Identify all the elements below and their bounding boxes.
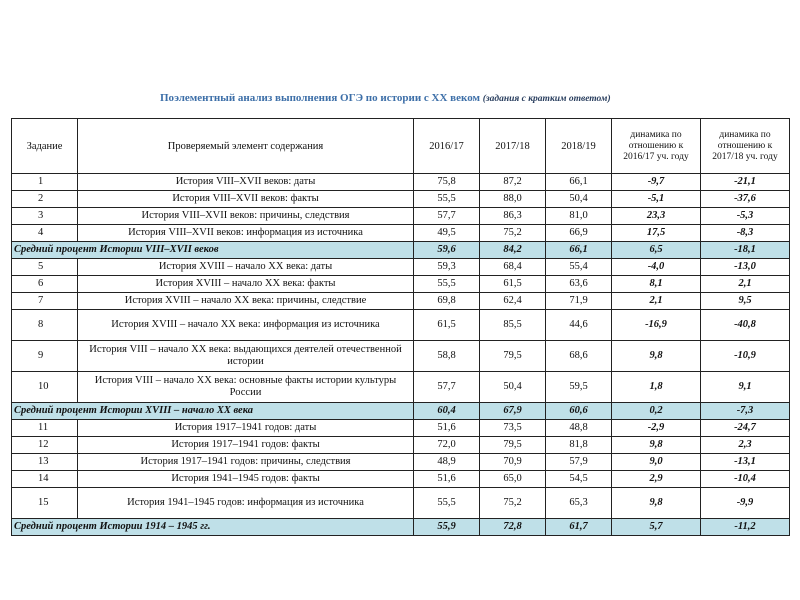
value-2016-17: 48,9 [414,454,480,471]
value-2018-19: 81,0 [546,208,612,225]
value-2016-17: 72,0 [414,437,480,454]
value-2018-19: 65,3 [546,488,612,519]
value-2018-19: 68,6 [546,341,612,372]
value-2016-17: 60,4 [414,403,480,420]
dynamics-vs-2016-17: -9,7 [612,174,701,191]
dynamics-vs-2016-17: 2,9 [612,471,701,488]
dynamics-vs-2016-17: 23,3 [612,208,701,225]
content-element: История 1917–1941 годов: даты [78,420,414,437]
dynamics-vs-2016-17: -4,0 [612,259,701,276]
dynamics-vs-2016-17: 5,7 [612,519,701,536]
dynamics-vs-2016-17: 1,8 [612,372,701,403]
header-element: Проверяемый элемент содержания [78,119,414,174]
table-row [12,488,790,519]
value-2017-18: 68,4 [480,259,546,276]
dynamics-vs-2016-17: 9,8 [612,437,701,454]
dynamics-vs-2017-18: -24,7 [701,420,790,437]
value-2016-17: 51,6 [414,420,480,437]
value-2017-18: 85,5 [480,310,546,341]
dynamics-vs-2016-17: 6,5 [612,242,701,259]
value-2018-19: 55,4 [546,259,612,276]
value-2017-18: 79,5 [480,437,546,454]
task-number: 7 [12,293,78,310]
value-2016-17: 61,5 [414,310,480,341]
value-2018-19: 44,6 [546,310,612,341]
value-2016-17: 59,3 [414,259,480,276]
title-text: Поэлементный анализ выполнения ОГЭ по истории с XX веком [160,92,480,104]
content-element: История VIII – начало XX века: выдающихся деятелей отечественной истории [78,341,414,372]
content-element: История 1941–1945 годов: факты [78,471,414,488]
table-row [12,259,790,276]
task-number: 10 [12,372,78,403]
dynamics-vs-2016-17: 9,0 [612,454,701,471]
table-row [12,191,790,208]
task-number: 9 [12,341,78,372]
value-2017-18: 61,5 [480,276,546,293]
task-number: 11 [12,420,78,437]
value-2018-19: 50,4 [546,191,612,208]
table-row [12,276,790,293]
value-2016-17: 55,9 [414,519,480,536]
header-task: Задание [12,119,78,174]
average-row [12,403,790,420]
value-2018-19: 60,6 [546,403,612,420]
value-2018-19: 81,8 [546,437,612,454]
content-element: История 1941–1945 годов: информация из источника [78,488,414,519]
value-2017-18: 75,2 [480,488,546,519]
value-2018-19: 71,9 [546,293,612,310]
header-year-2017: 2017/18 [480,119,546,174]
dynamics-vs-2017-18: 2,1 [701,276,790,293]
table-row [12,225,790,242]
title-subtitle: (задания с кратким ответом) [482,94,611,104]
value-2017-18: 73,5 [480,420,546,437]
header-row [12,119,790,174]
task-number: 14 [12,471,78,488]
task-number: 5 [12,259,78,276]
table-row [12,341,790,372]
dynamics-vs-2017-18: -5,3 [701,208,790,225]
average-row [12,519,790,536]
content-element: История VIII–XVII веков: даты [78,174,414,191]
dynamics-vs-2017-18: -10,4 [701,471,790,488]
task-number: 3 [12,208,78,225]
dynamics-vs-2017-18: 9,5 [701,293,790,310]
value-2016-17: 55,5 [414,276,480,293]
value-2017-18: 72,8 [480,519,546,536]
content-element: История VIII–XVII веков: информация из источника [78,225,414,242]
value-2017-18: 87,2 [480,174,546,191]
dynamics-vs-2016-17: -16,9 [612,310,701,341]
table-row [12,454,790,471]
table-row [12,293,790,310]
header-dynamics-2017: динамика по отношению к 2017/18 уч. году [701,119,790,174]
value-2018-19: 63,6 [546,276,612,293]
dynamics-vs-2016-17: 9,8 [612,341,701,372]
task-number: 12 [12,437,78,454]
dynamics-vs-2017-18: -7,3 [701,403,790,420]
dynamics-vs-2017-18: -10,9 [701,341,790,372]
table-row [12,174,790,191]
value-2016-17: 55,5 [414,191,480,208]
value-2018-19: 57,9 [546,454,612,471]
content-element: История VIII – начало XX века: основные факты истории культуры России [78,372,414,403]
task-number: 15 [12,488,78,519]
value-2018-19: 66,1 [546,174,612,191]
dynamics-vs-2017-18: -8,3 [701,225,790,242]
content-element: История XVIII – начало XX века: факты [78,276,414,293]
table-body [12,174,790,536]
value-2016-17: 51,6 [414,471,480,488]
value-2017-18: 84,2 [480,242,546,259]
value-2016-17: 58,8 [414,341,480,372]
table-row [12,437,790,454]
table-row [12,420,790,437]
content-element: История XVIII – начало XX века: причины, следствие [78,293,414,310]
dynamics-vs-2017-18: -9,9 [701,488,790,519]
value-2017-18: 62,4 [480,293,546,310]
value-2017-18: 88,0 [480,191,546,208]
content-element: История XVIII – начало XX века: информация из источника [78,310,414,341]
value-2016-17: 49,5 [414,225,480,242]
value-2018-19: 66,1 [546,242,612,259]
dynamics-vs-2016-17: 17,5 [612,225,701,242]
value-2017-18: 75,2 [480,225,546,242]
header-year-2016: 2016/17 [414,119,480,174]
table-row [12,208,790,225]
average-row [12,242,790,259]
dynamics-vs-2017-18: 2,3 [701,437,790,454]
average-label: Средний процент Истории XVIII – начало XX века [12,403,414,420]
value-2018-19: 54,5 [546,471,612,488]
dynamics-vs-2017-18: -11,2 [701,519,790,536]
content-element: История VIII–XVII веков: факты [78,191,414,208]
value-2017-18: 50,4 [480,372,546,403]
table-row [12,471,790,488]
document-title [160,92,760,104]
value-2018-19: 48,8 [546,420,612,437]
content-element: История 1917–1941 годов: причины, следствия [78,454,414,471]
value-2017-18: 67,9 [480,403,546,420]
average-label: Средний процент Истории VIII–XVII веков [12,242,414,259]
dynamics-vs-2016-17: 8,1 [612,276,701,293]
task-number: 8 [12,310,78,341]
dynamics-vs-2017-18: -37,6 [701,191,790,208]
dynamics-vs-2016-17: -2,9 [612,420,701,437]
value-2017-18: 86,3 [480,208,546,225]
table-row [12,310,790,341]
header-year-2018: 2018/19 [546,119,612,174]
content-element: История VIII–XVII веков: причины, следствия [78,208,414,225]
content-element: История 1917–1941 годов: факты [78,437,414,454]
task-number: 6 [12,276,78,293]
header-dynamics-2016: динамика по отношению к 2016/17 уч. году [612,119,701,174]
value-2018-19: 61,7 [546,519,612,536]
results-table [11,118,790,536]
task-number: 1 [12,174,78,191]
dynamics-vs-2017-18: -40,8 [701,310,790,341]
value-2016-17: 69,8 [414,293,480,310]
dynamics-vs-2017-18: -21,1 [701,174,790,191]
average-label: Средний процент Истории 1914 – 1945 гг. [12,519,414,536]
value-2017-18: 70,9 [480,454,546,471]
content-element: История XVIII – начало XX века: даты [78,259,414,276]
value-2018-19: 66,9 [546,225,612,242]
value-2016-17: 57,7 [414,372,480,403]
dynamics-vs-2017-18: -18,1 [701,242,790,259]
dynamics-vs-2016-17: 0,2 [612,403,701,420]
value-2018-19: 59,5 [546,372,612,403]
task-number: 2 [12,191,78,208]
dynamics-vs-2016-17: 2,1 [612,293,701,310]
dynamics-vs-2017-18: 9,1 [701,372,790,403]
value-2016-17: 75,8 [414,174,480,191]
value-2016-17: 57,7 [414,208,480,225]
value-2016-17: 55,5 [414,488,480,519]
value-2017-18: 79,5 [480,341,546,372]
dynamics-vs-2016-17: 9,8 [612,488,701,519]
dynamics-vs-2016-17: -5,1 [612,191,701,208]
task-number: 13 [12,454,78,471]
table-row [12,372,790,403]
dynamics-vs-2017-18: -13,1 [701,454,790,471]
dynamics-vs-2017-18: -13,0 [701,259,790,276]
value-2016-17: 59,6 [414,242,480,259]
value-2017-18: 65,0 [480,471,546,488]
task-number: 4 [12,225,78,242]
